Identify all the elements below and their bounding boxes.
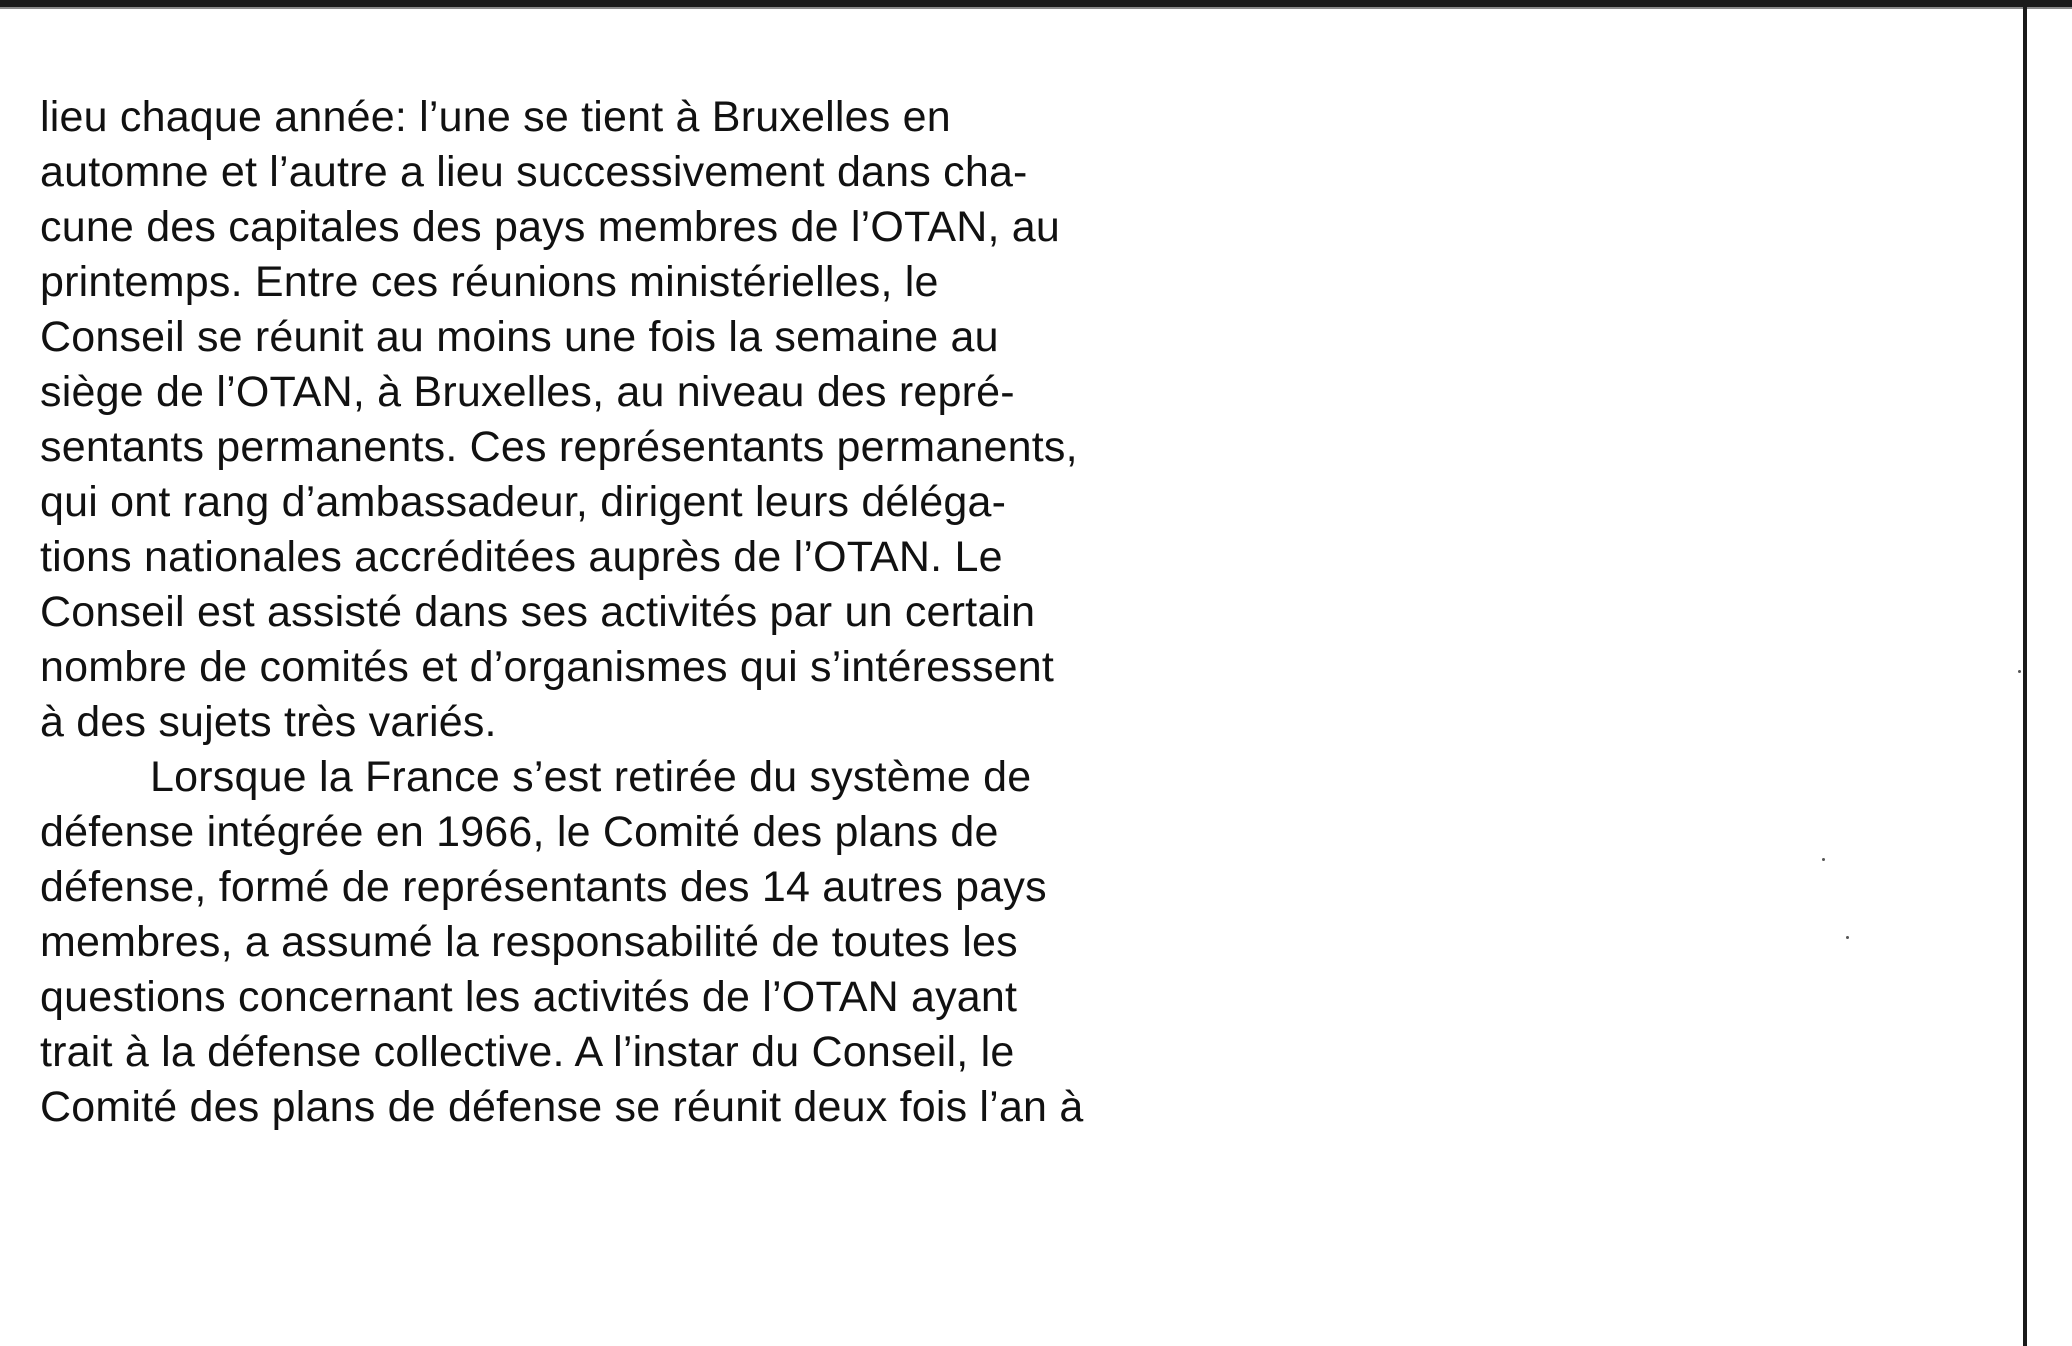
text-line: printemps. Entre ces réunions ministérielles, le [40,258,939,306]
text-line: cune des capitales des pays membres de l’OTAN, au [40,203,1060,251]
paragraph-1 [40,90,1290,750]
text-line: membres, a assumé la responsabilité de toutes les [40,918,1018,966]
top-border-rule [0,0,2072,7]
text-line: défense, formé de représentants des 14 autres pays [40,863,1047,911]
top-border-shadow [0,7,2072,9]
right-border-rule [2023,0,2027,1346]
scan-speck [2018,670,2021,673]
text-line: qui ont rang d’ambassadeur, dirigent leurs déléga- [40,478,1007,526]
text-line: Comité des plans de défense se réunit deux fois l’an à [40,1083,1084,1131]
text-line: automne et l’autre a lieu successivement dans cha- [40,148,1028,196]
text-line: lieu chaque année: l’une se tient à Bruxelles en [40,93,951,141]
scan-speck [1846,936,1849,939]
text-line: nombre de comités et d’organismes qui s’intéressent [40,643,1055,691]
paragraph-2 [40,750,1290,1135]
text-line: trait à la défense collective. A l’instar du Conseil, le [40,1028,1015,1076]
text-line: à des sujets très variés. [40,698,497,746]
text-line-indented: Lorsque la France s’est retirée du système de [150,753,1032,801]
text-line: siège de l’OTAN, à Bruxelles, au niveau des repré- [40,368,1015,416]
text-line: Conseil se réunit au moins une fois la semaine au [40,313,999,361]
text-line: questions concernant les activités de l’OTAN ayant [40,973,1018,1021]
text-line: tions nationales accréditées auprès de l’OTAN. Le [40,533,1003,581]
text-line: sentants permanents. Ces représentants permanents, [40,423,1078,471]
text-line: défense intégrée en 1966, le Comité des plans de [40,808,999,856]
text-line: Conseil est assisté dans ses activités par un certain [40,588,1036,636]
scan-speck [1822,858,1825,861]
body-text [40,90,1290,1135]
